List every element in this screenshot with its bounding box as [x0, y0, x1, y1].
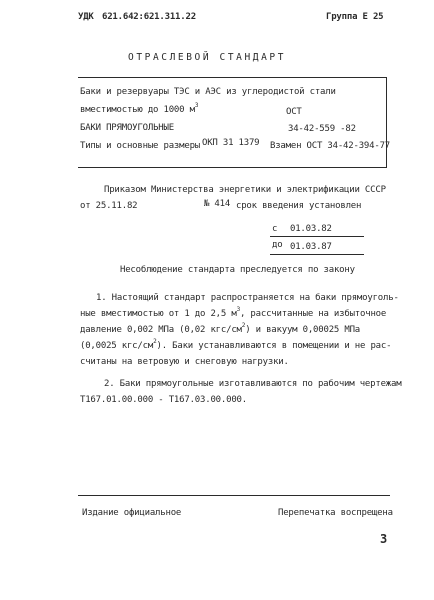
order-date: от 25.11.82 — [80, 201, 138, 211]
ost-label: ОСТ — [286, 107, 302, 117]
to-date: 01.03.87 — [290, 242, 332, 252]
from-date-rule — [270, 236, 364, 237]
p1-line2: ные вместимостью от 1 до 2,5 $м^3$, рассчитанные на избыточное — [80, 306, 387, 319]
from-label: с — [272, 224, 278, 234]
p2-line1: 2. Баки прямоугольные изготавливаются по рабочим чертежам — [104, 379, 402, 389]
box-right-rule — [386, 77, 387, 168]
reprint-note: Перепечатка воспрещена — [278, 508, 393, 518]
standard-subject-line2: вместимостью до 1000 $м^3$ — [80, 102, 199, 115]
to-label: до — [272, 240, 283, 250]
ost-number: 34-42-559 -82 — [288, 124, 356, 134]
box-bottom-rule — [78, 167, 387, 168]
to-date-rule — [270, 254, 364, 255]
replaces-note: Взамен ОСТ 34-42-394-77 — [270, 141, 391, 151]
udk-code: 621.642:621.311.22 — [102, 12, 196, 22]
footer-rule — [78, 495, 390, 496]
document-title: ОТРАСЛЕВОЙ СТАНДАРТ — [128, 52, 287, 63]
order-intro: срок введения установлен — [236, 201, 362, 211]
group-code: Группа Е 25 — [326, 12, 384, 22]
okp-code: ОКП 31 1379 — [202, 138, 260, 148]
box-top-rule — [78, 77, 387, 78]
standard-subject-line1: Баки и резервуары ТЭС и АЭС из углеродистой стали — [80, 87, 336, 97]
law-notice: Несоблюдение стандарта преследуется по закону — [120, 265, 355, 275]
order-number: № 414 — [204, 199, 231, 209]
p1-line4: (0,0025 кгс/$см^2$). Баки устанавливаются в помещении и не рас- — [80, 338, 392, 351]
standard-name: БАКИ ПРЯМОУГОЛЬНЫЕ — [80, 123, 174, 133]
standard-subtitle: Типы и основные размеры — [80, 141, 201, 151]
p1-line3: давление 0,002 МПа (0,02 кгс/$см^2$) и вакуум 0,00025 МПа — [80, 322, 361, 335]
page-number: 3 — [380, 532, 388, 546]
p1-line5: считаны на ветровую и снеговую нагрузки. — [80, 357, 289, 367]
p1-line1: 1. Настоящий стандарт распространяется на баки прямоуголь- — [96, 293, 399, 303]
udk-label: УДК — [78, 12, 94, 22]
order-line1: Приказом Министерства энергетики и электрификации СССР — [104, 185, 386, 195]
edition-note: Издание официальное — [82, 508, 182, 518]
p2-line2: Т167.01.00.000 - Т167.03.00.000. — [80, 395, 247, 405]
from-date: 01.03.82 — [290, 224, 332, 234]
